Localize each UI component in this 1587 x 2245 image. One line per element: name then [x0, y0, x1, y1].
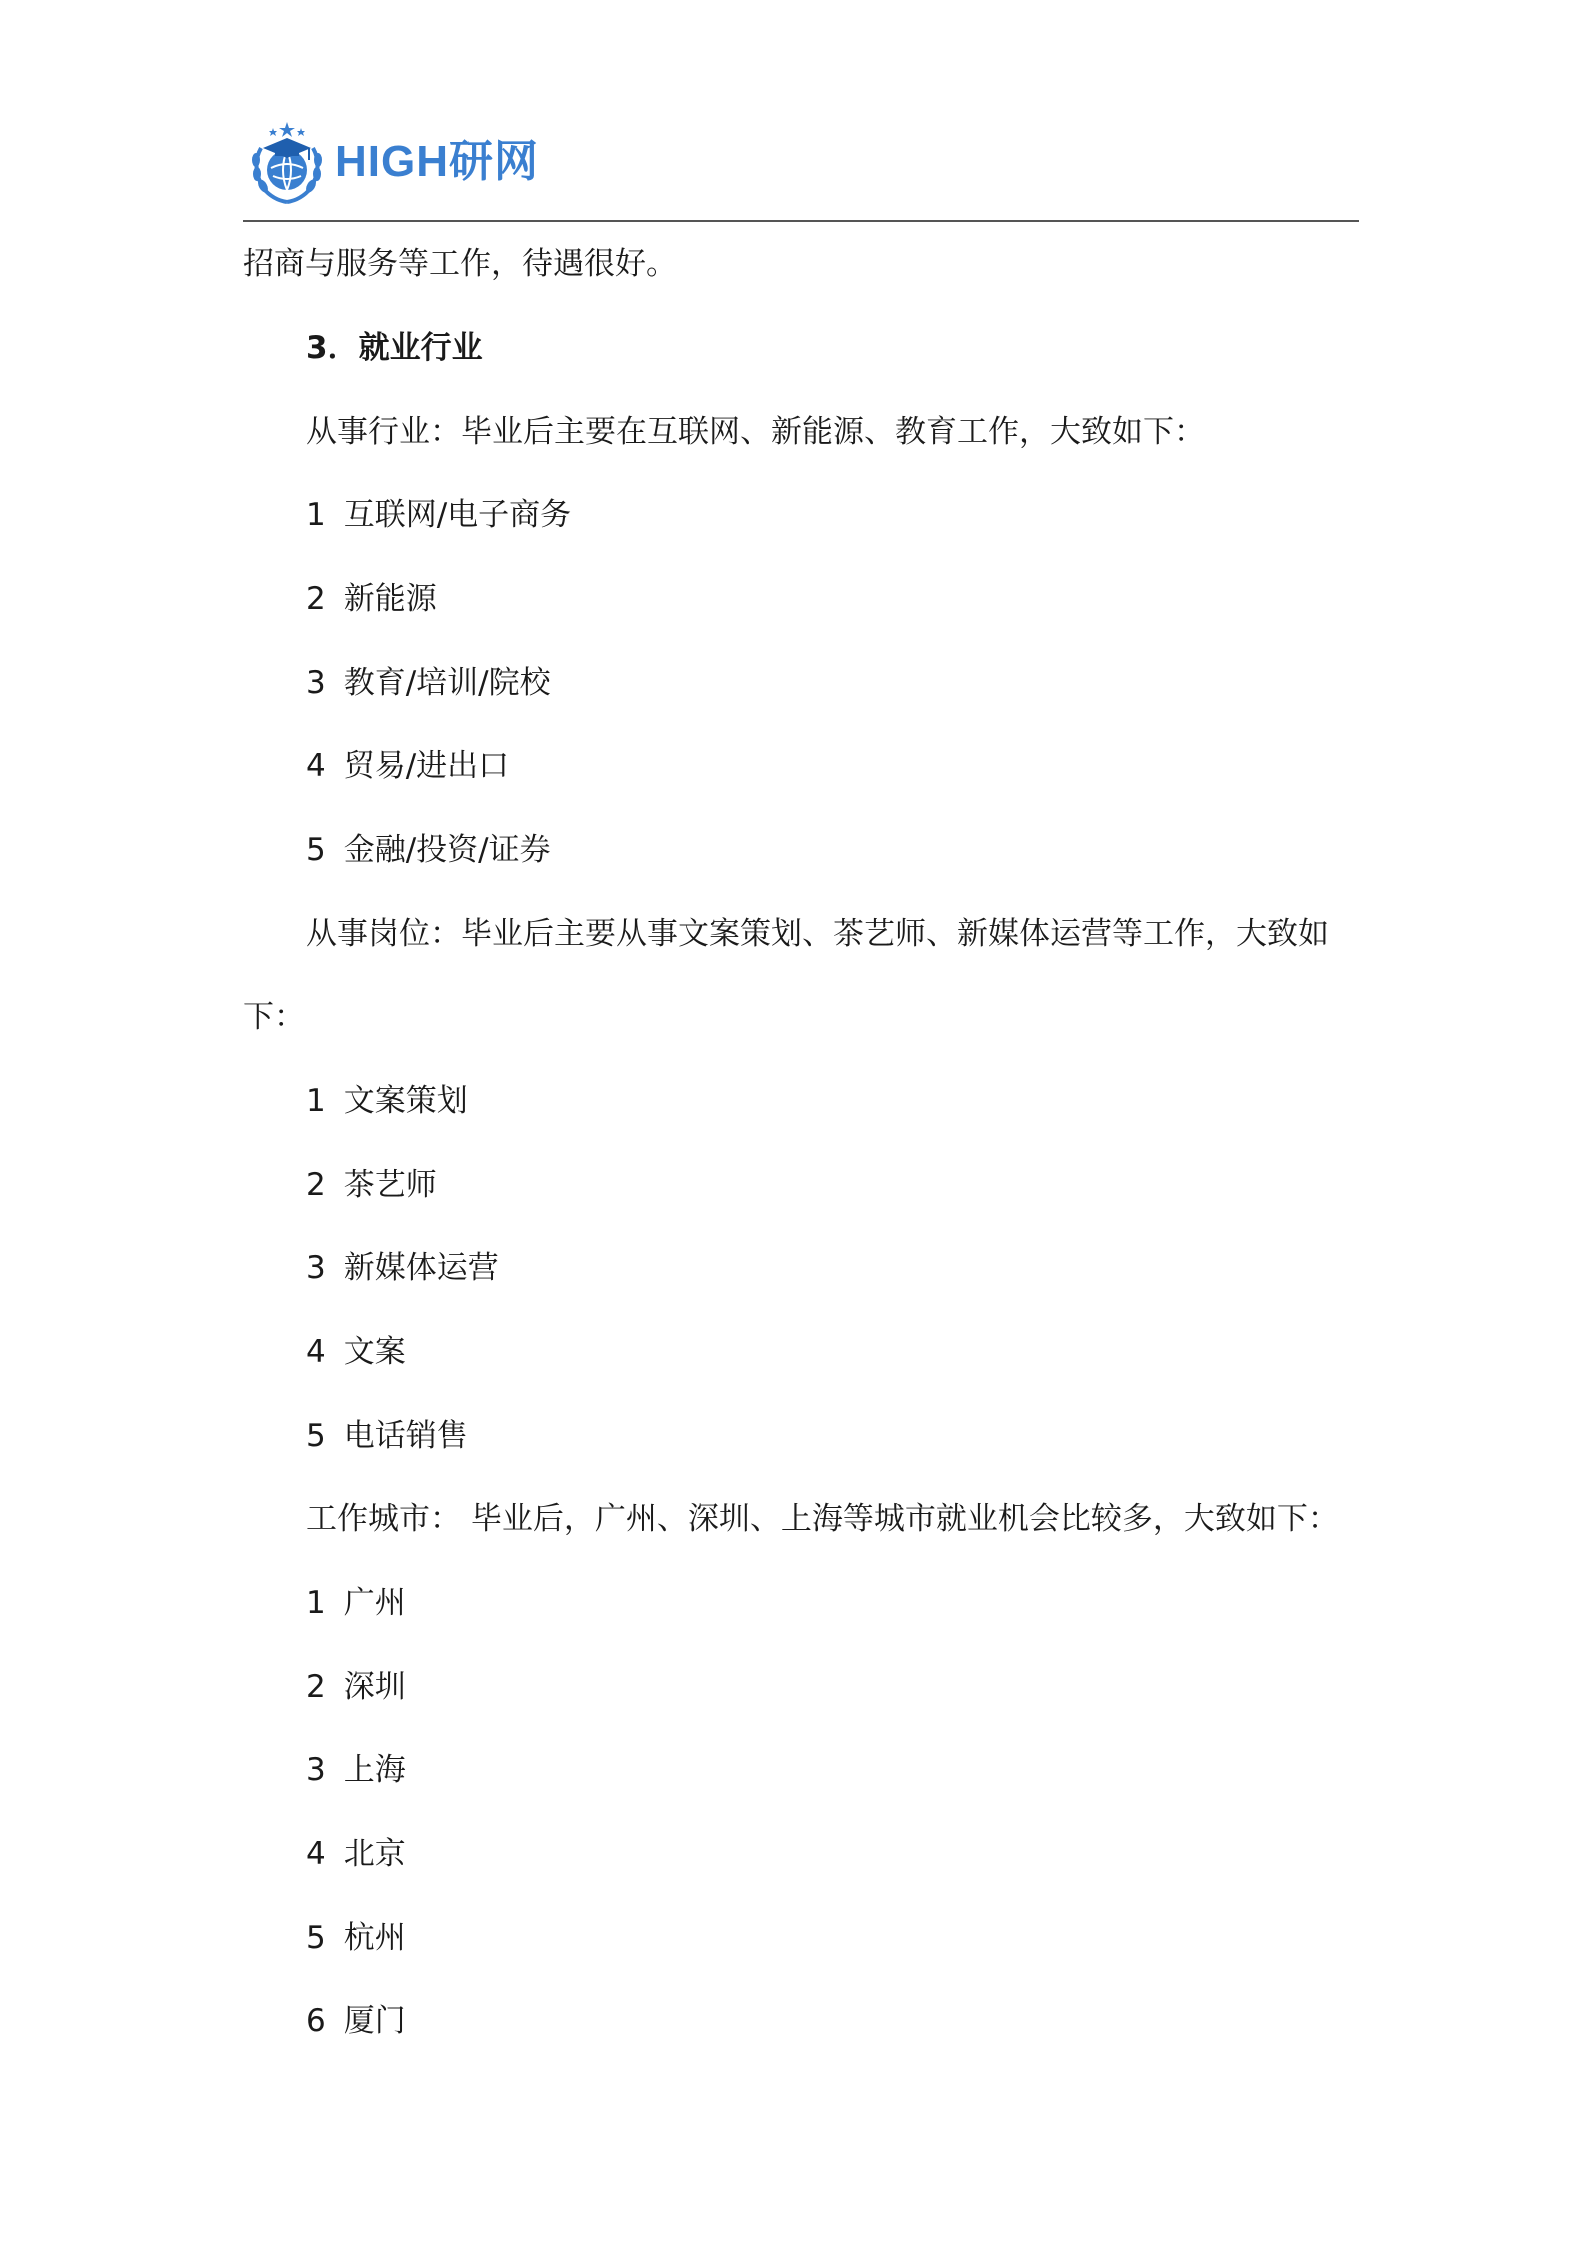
list-item-text: 深圳 [343, 1669, 406, 1705]
list-item-text: 文案策划 [343, 1083, 468, 1119]
list-item-number: 3 [306, 665, 326, 701]
list-item [306, 830, 551, 870]
city-intro: 工作城市： 毕业后，广州、深圳、上海等城市就业机会比较多，大致如下： [306, 1501, 1339, 1537]
list-item [306, 1583, 406, 1623]
logo [243, 118, 539, 206]
list-item-text: 茶艺师 [343, 1167, 437, 1203]
list-item-number: 4 [306, 1836, 326, 1872]
industry-intro: 从事行业：毕业后主要在互联网、新能源、教育工作，大致如下： [306, 414, 1205, 450]
page-header [243, 112, 1359, 222]
graduation-cap-emblem-icon [243, 118, 331, 206]
list-item-text: 北京 [343, 1836, 406, 1872]
list-item-text: 互联网/电子商务 [343, 497, 572, 533]
list-item [306, 2001, 406, 2041]
list-item-text: 新能源 [343, 581, 437, 617]
list-item-number: 2 [306, 1167, 326, 1203]
position-intro-continuation: 下： [243, 999, 305, 1035]
list-item-text: 文案 [343, 1334, 406, 1370]
list-item [306, 746, 509, 786]
list-item-number: 5 [306, 1920, 326, 1956]
list-item [306, 1918, 406, 1958]
list-item-text: 金融/投资/证券 [343, 832, 551, 868]
list-item-number: 2 [306, 1669, 326, 1705]
list-item [306, 1416, 468, 1456]
list-item [306, 1834, 406, 1874]
list-item-number: 2 [306, 581, 326, 617]
list-item-number: 5 [306, 832, 326, 868]
list-item-text: 教育/培训/院校 [343, 665, 551, 701]
logo-text: HIGH研网 [335, 137, 539, 186]
list-item-number: 5 [306, 1418, 326, 1454]
list-item [306, 1248, 499, 1288]
list-item-number: 4 [306, 748, 326, 784]
list-item-text: 杭州 [343, 1920, 406, 1956]
list-item-text: 贸易/进出口 [343, 748, 510, 784]
section-heading: 3．就业行业 [306, 330, 483, 366]
list-item-text: 厦门 [343, 2003, 406, 2039]
list-item-number: 3 [306, 1752, 326, 1788]
list-item [306, 579, 437, 619]
list-item-number: 1 [306, 497, 326, 533]
list-item [306, 1332, 406, 1372]
list-item [306, 1165, 437, 1205]
list-item-number: 1 [306, 1083, 326, 1119]
list-item-number: 1 [306, 1585, 326, 1621]
continuation-text: 招商与服务等工作，待遇很好。 [243, 246, 677, 282]
list-item [306, 1081, 468, 1121]
list-item-number: 4 [306, 1334, 326, 1370]
list-item [306, 495, 571, 535]
position-intro: 从事岗位：毕业后主要从事文案策划、茶艺师、新媒体运营等工作，大致如 [306, 916, 1329, 952]
list-item [306, 1667, 406, 1707]
list-item [306, 663, 551, 703]
list-item-text: 新媒体运营 [343, 1250, 499, 1286]
list-item-text: 上海 [343, 1752, 406, 1788]
list-item-text: 广州 [343, 1585, 406, 1621]
list-item-number: 6 [306, 2003, 326, 2039]
list-item-number: 3 [306, 1250, 326, 1286]
list-item [306, 1750, 406, 1790]
list-item-text: 电话销售 [343, 1418, 468, 1454]
